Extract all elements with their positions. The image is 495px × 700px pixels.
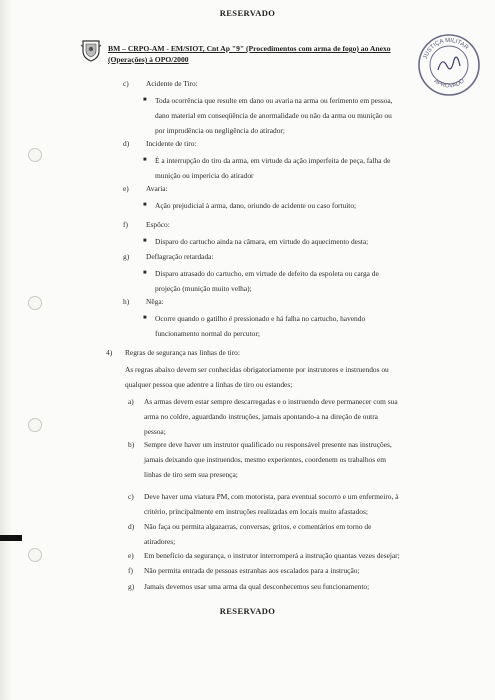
item-title: Avaria: <box>146 184 168 193</box>
rule-line: Não permita entrada de pessoas estranhas aos escalados para a instrução; <box>144 566 360 575</box>
section-title: Regras de segurança nas linhas de tiro: <box>125 348 240 357</box>
rule-line: As armas devem estar sempre descarregadas e o instruendo deve permanecer com sua <box>144 397 398 406</box>
definition-line: Ocorre quando o gatilho é pressionado e há falha no cartucho, havendo <box>155 314 366 323</box>
stamp-bottom-text: APROVADO <box>432 78 466 90</box>
rule-marker: g) <box>128 582 135 591</box>
definition-line: por imprudência ou negligência do atirador; <box>155 125 285 135</box>
rule-marker: d) <box>128 522 135 531</box>
item-marker: c) <box>123 79 129 88</box>
rule-line: Não faça ou permita algazarras, conversas, gritos, e comentários em torno de <box>144 522 372 531</box>
definition-line: Disparo do cartucho ainda na câmara, em virtude do aquecimento desta; <box>155 237 369 246</box>
item-title: Deflagração retardada: <box>146 252 214 261</box>
rule-marker: c) <box>128 492 134 501</box>
item-marker: e) <box>123 184 129 193</box>
definition-line: É a interrupção do tiro da arma, em virtude da ação imperfeita de peça, falha de <box>155 156 391 165</box>
item-marker: f) <box>123 220 128 229</box>
item-title: Espôco: <box>146 220 170 229</box>
official-stamp <box>416 32 482 98</box>
header-title-line: BM – CRPO-AM - EM/SIOT, Cnt Ap "9" (Procedimentos com arma de fogo) ao Anexo <box>108 44 391 53</box>
rule-marker: b) <box>128 440 135 449</box>
bullet-icon: ■ <box>143 270 147 276</box>
rule-line: pessoa; <box>144 427 166 436</box>
rule-marker: a) <box>128 397 134 406</box>
rule-line: atiradores; <box>144 537 176 546</box>
bullet-icon: ■ <box>143 157 147 163</box>
section-marker: 4) <box>106 348 113 357</box>
definition-line: dano material em conseqüência de anormalidade ou não da arma ou munição ou <box>155 110 392 120</box>
item-marker: g) <box>123 252 130 261</box>
rule-marker: e) <box>128 551 134 560</box>
section-intro-line: As regras abaixo devem ser conhecidas obrigatoriamente por instrutores e instruendos ou <box>125 365 389 374</box>
definition-line: projeção (munição muito velha); <box>155 283 252 293</box>
stamp-signature <box>438 57 460 70</box>
item-marker: d) <box>123 139 130 148</box>
rule-line: Jamais devemos usar uma arma da qual desconhecemos seu funcionamento; <box>144 582 370 591</box>
item-marker: h) <box>123 297 130 306</box>
definition-line: munição ou impericia do atirador <box>155 170 254 180</box>
punch-hole <box>28 548 42 562</box>
rule-line: critério, principalmente em instruções realizadas em locais muito afastados; <box>144 507 368 516</box>
item-title: Acidente de Tiro: <box>146 79 198 88</box>
header-classification: RESERVADO <box>219 8 276 18</box>
definition-line: Disparo atrasado do cartucho, em virtude de defeito da espoleta ou carga de <box>155 269 379 278</box>
rule-line: linhas de tiro sem sua presença; <box>144 470 238 479</box>
bullet-icon: ■ <box>143 238 147 244</box>
bullet-icon: ■ <box>143 97 147 103</box>
stamp-ring-text: JUSTIÇA MILITAR <box>422 37 470 60</box>
scan-edge-shadow <box>0 0 12 700</box>
footer-classification: RESERVADO <box>219 606 276 616</box>
rule-marker: f) <box>128 566 133 575</box>
rule-line: Em benefício da segurança, o instrutor interromperá a instrução quantas vezes desejar; <box>144 551 400 560</box>
item-title: Incidente de tiro: <box>146 139 197 148</box>
header-title-line: (Operações) à OPO/2000 <box>108 55 189 64</box>
item-title: Nêga: <box>146 297 164 306</box>
section-intro-line: qualquer pessoa que adentre a linhas de tiro ou estandes; <box>125 380 293 389</box>
rule-line: Deve haver uma viatura PM, com motorista, para eventual socorro e um enfermeiro, à <box>144 492 399 501</box>
svg-text:APROVADO <box>433 78 466 90</box>
scan-mark <box>0 535 22 541</box>
definition-line: Ação prejudicial à arma, dano, oriundo de acidente ou caso fortuito; <box>155 201 357 210</box>
bullet-icon: ■ <box>143 315 147 321</box>
definition-line: Toda ocorrência que resulte em dano ou avaria na arma ou ferimento em pessoa, <box>155 96 393 105</box>
coat-of-arms-icon <box>80 38 102 62</box>
rule-line: jamais deixando que instruendos, mesmo experientes, coordenem os trabalhos em <box>144 455 386 464</box>
rule-line: Sempre deve haver um instrutor qualificado ou responsável presente nas instruções, <box>144 440 392 449</box>
punch-hole <box>28 296 42 310</box>
punch-hole <box>28 148 42 162</box>
bullet-icon: ■ <box>143 202 147 208</box>
punch-hole <box>28 418 42 432</box>
rule-line: arma no coldre, aguardando instruções, jamais apontando-a na direção de outra <box>144 412 378 421</box>
definition-line: funcionamento normal do percutor; <box>155 328 260 338</box>
